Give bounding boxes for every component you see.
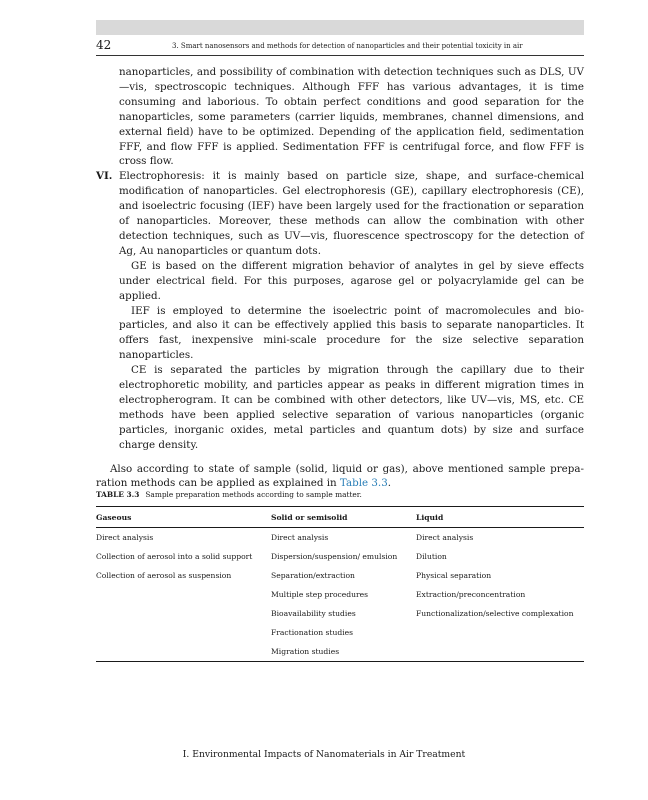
ce-paragraph: CE is separated the particles by migration through the capillary due to their electrophoretic mobility, and particles appear as peaks in different migration times in electropherogram. It can be combined with other detectors, like UV—vis, MS, etc. CE methods have been applied selective separation of various nanoparticles (organic particles, inorganic oxides, metal particles and quantum dots) by size and surface charge density. bbox=[119, 364, 584, 451]
table-caption bbox=[96, 490, 584, 499]
list-item-label: VI. bbox=[96, 170, 113, 183]
table-cell: Dilution bbox=[416, 552, 447, 561]
column-header-liquid: Liquid bbox=[416, 513, 444, 522]
table-label: TABLE 3.3 bbox=[96, 490, 140, 499]
table-row bbox=[96, 528, 584, 547]
closing-paragraph bbox=[96, 462, 584, 492]
column-header-gaseous: Gaseous bbox=[96, 513, 132, 522]
list-item-text: Electrophoresis: it is mainly based on particle size, shape, and surface-chemical modification of nanoparticles. Gel electrophoresis (GE), capillary electrophoresis (CE), and isoelectric focusing (IEF) have been largely used for the fractionation or separation of nanoparticles. Moreover, these methods can allow the combination with other detection techniques, such as UV—vis, fluorescence spectroscopy for the detection of Ag, Au nanoparticles or quantum dots. bbox=[119, 170, 584, 257]
table-row bbox=[96, 547, 584, 566]
table-cell: Physical separation bbox=[416, 571, 492, 580]
table-reference-link[interactable]: Table 3.3 bbox=[339, 477, 388, 490]
column-header-solid: Solid or semisolid bbox=[271, 513, 348, 522]
table-cell: Direct analysis bbox=[271, 533, 329, 542]
table-cell bbox=[96, 623, 271, 642]
table-row bbox=[96, 623, 584, 642]
page-header bbox=[96, 37, 584, 56]
ief-paragraph: IEF is employed to determine the isoelectric point of macromolecules and bio-particles, and also it can be effectively applied this basis to separate nanoparticles. It offers fast, inexpensive mini-scale procedure for the size selective separation nanoparticles. bbox=[119, 304, 584, 362]
page-number: 42 bbox=[96, 38, 112, 52]
table-cell: Direct analysis bbox=[96, 533, 154, 542]
table-cell bbox=[96, 585, 271, 604]
table-cell: Multiple step procedures bbox=[271, 590, 369, 599]
table-cell bbox=[96, 604, 271, 623]
running-title: 3. Smart nanosensors and methods for detection of nanoparticles and their potential toxicity in air bbox=[172, 42, 523, 50]
table-cell bbox=[416, 642, 584, 661]
table-cell: Extraction/preconcentration bbox=[416, 590, 526, 599]
table-cell: Bioavailability studies bbox=[271, 609, 356, 618]
table-cell: Dispersion/suspension/ emulsion bbox=[271, 552, 398, 561]
table-cell bbox=[416, 623, 584, 642]
table-cell: Collection of aerosol as suspension bbox=[96, 571, 232, 580]
page-footer: I. Environmental Impacts of Nanomaterials in Air Treatment bbox=[182, 749, 466, 760]
table-row bbox=[96, 642, 584, 661]
closing-end: . bbox=[387, 477, 392, 490]
table-cell bbox=[96, 642, 271, 661]
table-row bbox=[96, 585, 584, 604]
header-bar bbox=[96, 20, 584, 35]
table-cell: Functionalization/selective complexation bbox=[416, 609, 574, 618]
data-table bbox=[96, 506, 584, 662]
table-caption-text: Sample preparation methods according to sample matter. bbox=[145, 490, 362, 499]
body-text bbox=[96, 65, 584, 491]
closing-text: Also according to state of sample (solid, liquid or gas), above mentioned sample prepa-ration methods can be applied as explained in bbox=[96, 462, 584, 490]
continuation-paragraph: nanoparticles, and possibility of combination with detection techniques such as DLS, UV—vis, spectroscopic techniques. Although FFF has various advantages, it is time consuming and laborious. To obtain perfect conditions and good separation for the nanoparticles, some parameters (carrier liquids, membranes, channel dimensions, and external field) have to be optimized. Depending of the application field, sedimentation FFF, and flow FFF is applied. Sedimentation FFF is centrifugal force, and flow FFF is cross flow. bbox=[119, 66, 584, 168]
table-row bbox=[96, 566, 584, 585]
table-cell: Migration studies bbox=[271, 647, 340, 656]
table-header-row bbox=[96, 507, 584, 528]
table-cell: Separation/extraction bbox=[271, 571, 355, 580]
ge-paragraph: GE is based on the different migration behavior of analytes in gel by sieve effects under electrical field. For this purposes, agarose gel or polyacrylamide gel can be applied. bbox=[119, 259, 584, 302]
table-cell: Collection of aerosol into a solid support bbox=[96, 552, 253, 561]
table-row bbox=[96, 604, 584, 623]
table-cell: Fractionation studies bbox=[271, 628, 354, 637]
list-item-vi bbox=[96, 169, 584, 258]
table-cell: Direct analysis bbox=[416, 533, 474, 542]
